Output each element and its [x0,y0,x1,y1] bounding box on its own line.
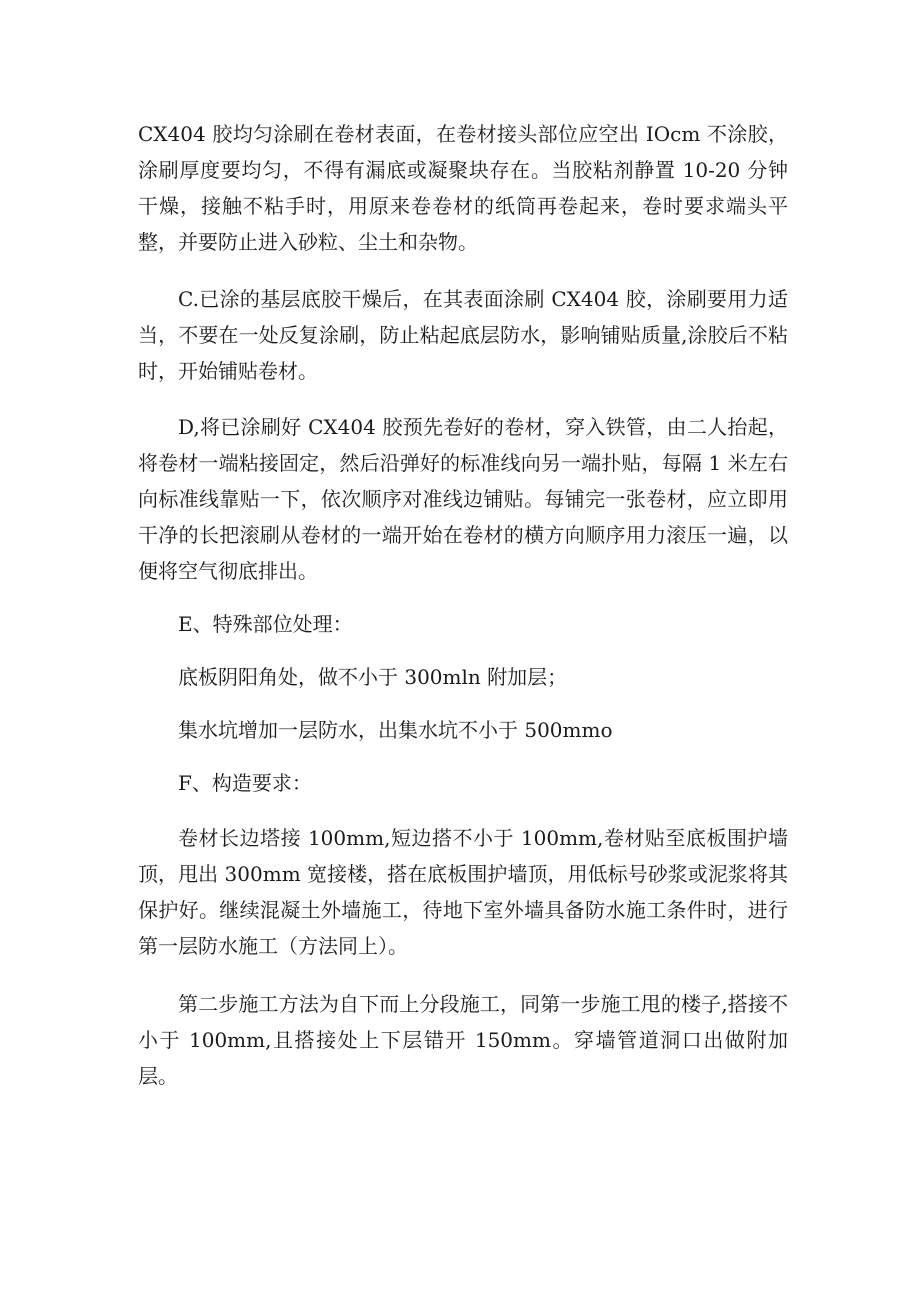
paragraph-construction-requirements: 卷材长边塔接 100mm,短边搭不小于 100mm,卷材贴至底板围护墙顶，甩出 300mm 宽接楼，搭在底板围护墙顶，用低标号砂浆或泥浆将其保护好。继续混凝土外墙施工，待地下室外墙具备防水施工条件时，进行第一层防水施工（方法同上）。 [138,826,788,958]
paragraph-step-f-heading: F、构造要求： [178,771,312,795]
document-body [138,116,788,1094]
paragraph-second-step: 第二步施工方法为自下而上分段施工，同第一步施工甩的楼子,搭接不小于 100mm,且搭接处上下层错开 150mm。穿墙管道洞口出做附加层。 [138,992,788,1088]
paragraph-sump-pit: 集水坑增加一层防水，出集水坑不小于 500mmo [178,718,613,742]
paragraph-corner-treatment: 底板阴阳角处，做不小于 300mln 附加层； [178,665,568,689]
paragraph-step-c: C.已涂的基层底胶干燥后，在其表面涂刷 CX404 胶，涂刷要用力适当，不要在一处反复涂刷，防止粘起底层防水，影响铺贴质量,涂胶后不粘时，开始铺贴卷材。 [138,287,788,383]
paragraph-step-e-heading: E、特殊部位处理： [178,612,353,636]
paragraph-step-d: D,将已涂刷好 CX404 胶预先卷好的卷材，穿入铁管，由二人抬起，将卷材一端粘接固定，然后沿弹好的标准线向另一端扑贴，每隔 1 米左右向标准线靠贴一下，依次顺序对准线边铺贴。每铺完一张卷材，应立即用干净的长把滚刷从卷材的一端开始在卷材的横方向顺序用力滚压一遍，以便将空气彻底排出。 [138,415,788,583]
paragraph-application-method: CX404 胶均匀涂刷在卷材表面，在卷材接头部位应空出 IOcm 不涂胶，涂刷厚度要均匀，不得有漏底或凝聚块存在。当胶粘剂静置 10-20 分钟干燥，接触不粘手时，用原来卷卷材的纸筒再卷起来，卷时要求端头平整，并要防止进入砂粒、尘土和杂物。 [138,122,788,254]
